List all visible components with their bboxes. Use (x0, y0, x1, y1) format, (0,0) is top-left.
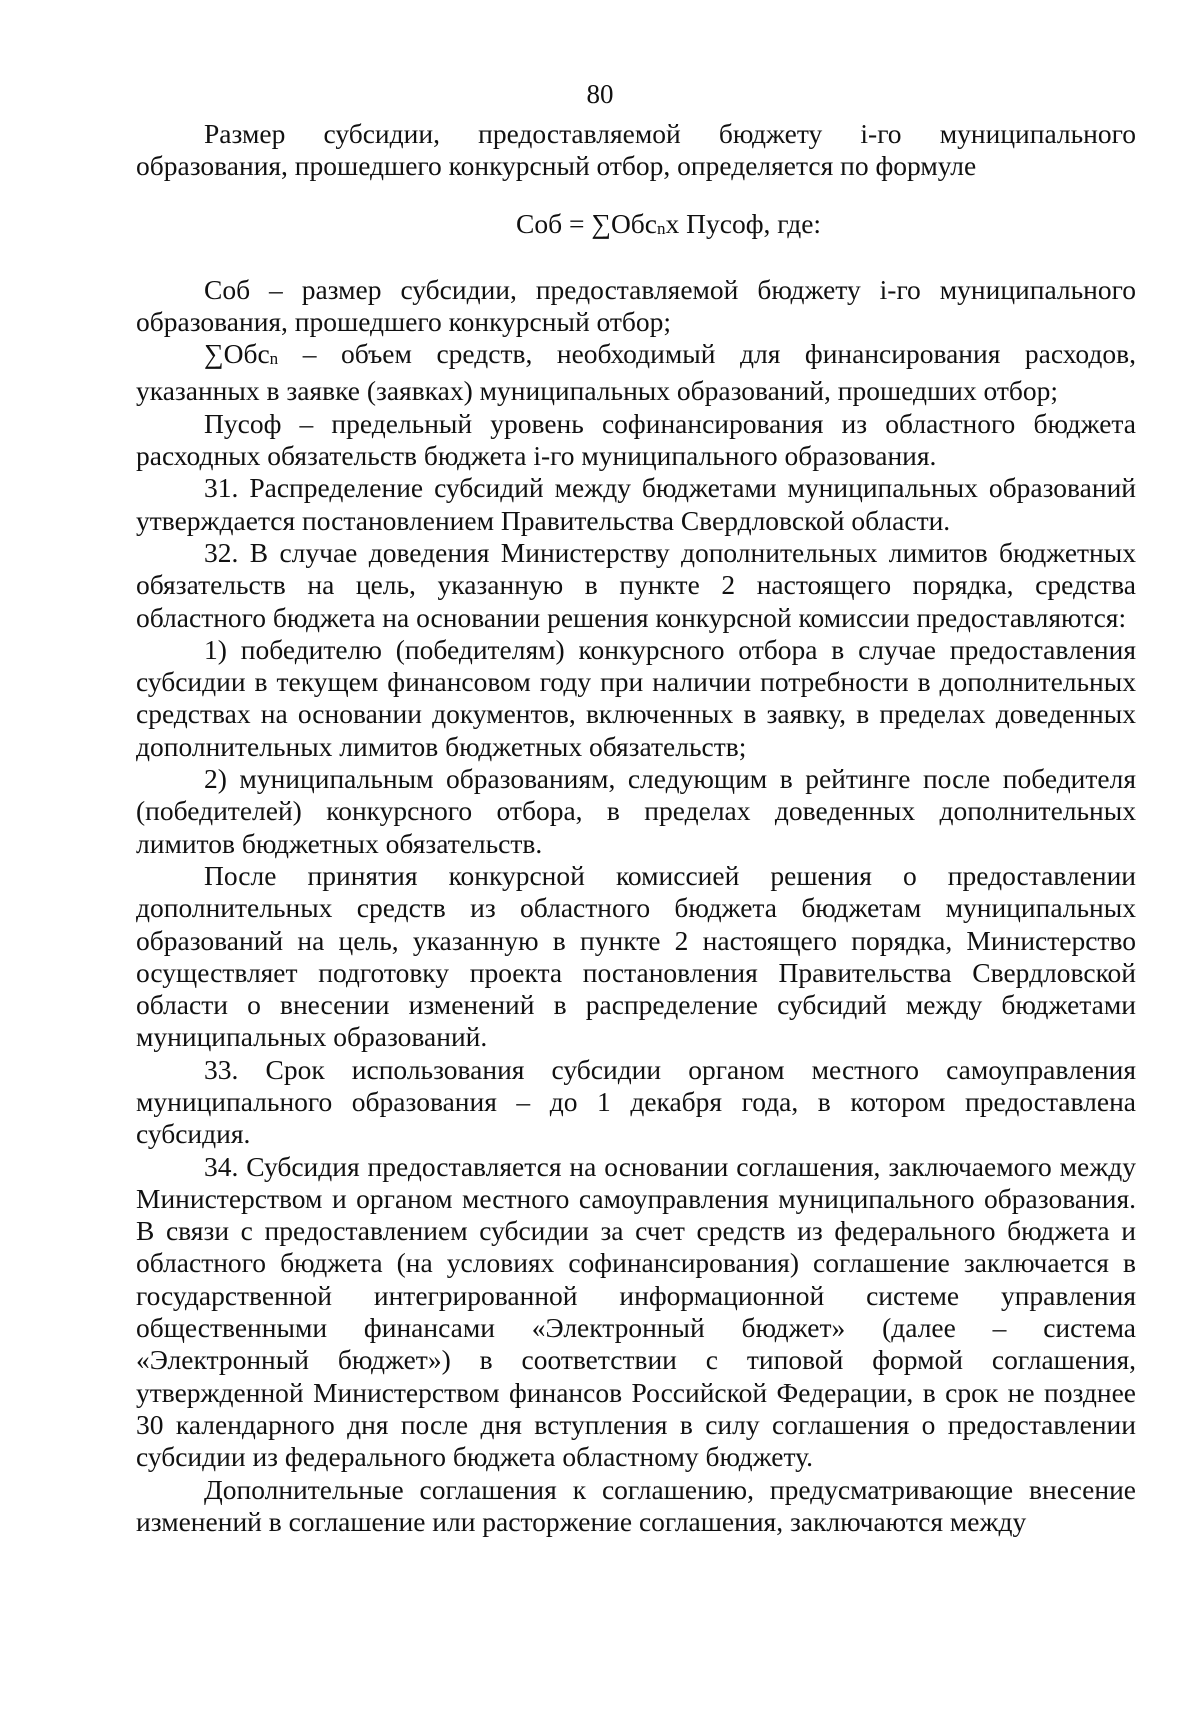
subsidy-formula (136, 208, 1136, 245)
formula-subscript: n (657, 218, 666, 238)
paragraph-after-decision: После принятия конкурсной комиссией решения о предоставлении дополнительных средств из областного бюджета бюджетам муниципальных образований на цель, указанную в пункте 2 настоящего порядка, Министерство осуществляет подготовку проекта постановления Правительства Свердловской области о внесении изменений в распределение субсидий между бюджетами муниципальных образований. (136, 859, 1136, 1053)
definition-text: – размер субсидии, предоставляемой бюджету i-го муниципального образования, прошедшего конкурсный отбор; (136, 273, 1136, 338)
definition-pusof (136, 408, 1136, 473)
paragraph-32: 32. В случае доведения Министерству дополнительных лимитов бюджетных обязательств на цель, указанную в пункте 2 настоящего порядка, средства областного бюджета на основании решения конкурсной комиссии предоставляются: (136, 536, 1136, 633)
paragraph-additional-agreements: Дополнительные соглашения к соглашению, предусматривающие внесение изменений в соглашение или расторжение соглашения, заключаются между (136, 1473, 1136, 1537)
definition-soб (136, 274, 1136, 339)
intro-paragraph: Размер субсидии, предоставляемой бюджету i-го муниципального образования, прошедшего конкурсный отбор, определяется по формуле (136, 118, 1136, 182)
paragraph-34: 34. Субсидия предоставляется на основании соглашения, заключаемого между Министерством и органом местного самоуправления муниципального образования. В связи с предоставлением субсидии за счет средств из федерального бюджета и областного бюджета (на условиях софинансирования) соглашение заключается в государственной интегрированной информационной системе управления общественными финансами «Электронный бюджет» (далее – система «Электронный бюджет») в соответствии с типовой формой соглашения, утвержденной Министерством финансов Российской Федерации, в срок не позднее 30 календарного дня после дня вступления в силу соглашения о предоставлении субсидии из федерального бюджета областному бюджету. (136, 1150, 1136, 1473)
definition-subscript: n (269, 349, 279, 369)
definition-term: Соб (204, 273, 251, 305)
paragraph-32-item-2: 2) муниципальным образованиям, следующим в рейтинге после победителя (победителей) конкурсного отбора, в пределах доведенных дополнительных лимитов бюджетных обязательств. (136, 763, 1136, 859)
paragraph-31: 31. Распределение субсидий между бюджетами муниципальных образований утверждается постановлением Правительства Свердловской области. (136, 472, 1136, 536)
definition-term: ∑Обс (204, 338, 270, 370)
paragraph-32-item-1: 1) победителю (победителям) конкурсного отбора в случае предоставления субсидии в текущем финансовом году при наличии потребности в дополнительных средствах на основании документов, включенных в заявку, в пределах доведенных дополнительных лимитов бюджетных обязательств; (136, 633, 1136, 762)
page-number: 80 (586, 79, 614, 109)
definition-text: – предельный уровень софинансирования из областного бюджета расходных обязательств бюджета i-го муниципального образования. (136, 407, 1136, 472)
document-body (136, 118, 1136, 1538)
definition-sum-obs (136, 338, 1136, 407)
formula-left: Соб = ∑Обс (516, 207, 658, 239)
definition-term: Пусоф (204, 407, 282, 439)
definition-text: – объем средств, необходимый для финансирования расходов, указанных в заявке (заявках) муниципальных образований, прошедших отбор; (136, 338, 1136, 407)
paragraph-33: 33. Срок использования субсидии органом местного самоуправления муниципального образования – до 1 декабря года, в котором предоставлена субсидия. (136, 1053, 1136, 1150)
formula-right: х Пусоф, где: (665, 207, 822, 239)
